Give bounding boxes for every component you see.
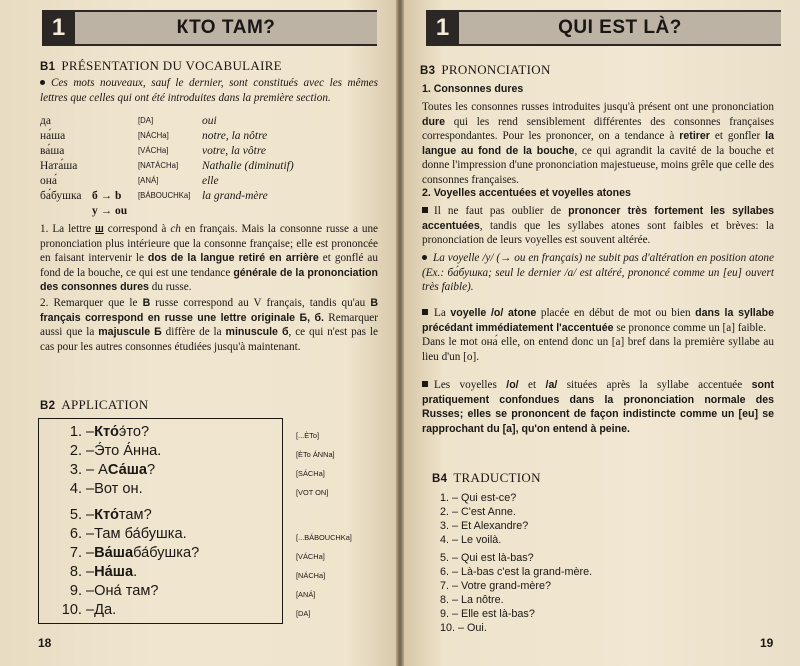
text: et gonfler bbox=[709, 130, 766, 143]
emphasis: B français correspond en russe une lettre originale Б, б. bbox=[40, 297, 378, 324]
text: – bbox=[86, 564, 95, 580]
vocab-french: Nathalie (diminutif) bbox=[202, 159, 294, 172]
text: correspond à bbox=[103, 223, 171, 235]
vocab-russian: она́ bbox=[40, 174, 58, 187]
section-title: PRÉSENTATION DU VOCABULAIRE bbox=[61, 58, 282, 73]
vocab-row bbox=[40, 128, 390, 143]
app-pronunciation: [ANÁ] bbox=[296, 590, 316, 599]
vocab-letter: у → ou bbox=[92, 204, 128, 217]
right-page bbox=[404, 0, 800, 666]
vocab-russian: да bbox=[40, 114, 51, 127]
vocab-letter: б → b bbox=[92, 189, 122, 202]
emphasis: générale de la prononciation des consonnes dures bbox=[40, 266, 378, 294]
text: , ce qui n'est pas le cas pour les autres consonnes étudiées jusqu'à maintenant. bbox=[40, 326, 378, 353]
translation-line: 9. – Elle est là-bas? bbox=[440, 608, 535, 620]
text: qui les rend sensiblement différentes des consonnes françaises correspondantes. Pour les prononcer, on a tendance à bbox=[422, 115, 774, 143]
bullet-icon bbox=[40, 80, 45, 85]
section-label: B3 bbox=[420, 65, 436, 77]
text: Il ne faut pas oublier de bbox=[434, 205, 569, 217]
emphasis: voyelle /о/ atone bbox=[450, 307, 537, 319]
text: , ce qui agrandit la cavité de la bouche et donne l'impression d'une prononciation majestueuse, moins grêle que celle des consonnes françaises. bbox=[422, 144, 774, 186]
emphasis: prononcer très fortement les syllabes accentuées bbox=[422, 205, 774, 232]
page-number: 18 bbox=[38, 636, 52, 650]
vocab-russian: ва́ша bbox=[40, 144, 65, 157]
section-label: B4 bbox=[432, 473, 448, 485]
emphasis: На́ша bbox=[94, 564, 134, 580]
text: La bbox=[434, 307, 451, 319]
vocab-french: notre, la nôtre bbox=[202, 129, 268, 142]
text: Там ба́бушка. bbox=[94, 526, 187, 542]
section-b4-heading bbox=[432, 470, 541, 486]
para-consonnes bbox=[422, 100, 774, 188]
translation-line: 2. – C'est Anne. bbox=[440, 506, 516, 518]
line-number: 3. bbox=[69, 462, 82, 478]
emphasis: /о/ bbox=[506, 379, 519, 391]
app-pronunciation: [ÈTo ÁNNa] bbox=[296, 450, 335, 459]
text: diffère de la bbox=[161, 326, 226, 339]
text: – bbox=[86, 526, 95, 542]
emphasis: /а/ bbox=[545, 379, 558, 391]
translation-line: 7. – Votre grand-mère? bbox=[440, 580, 552, 592]
vocab-row bbox=[40, 158, 390, 173]
square-bullet-icon bbox=[422, 309, 428, 315]
text: , tandis que les syllabes atones sont faibles et brèves: la prononciation de leurs voyelles est souvent altérée. bbox=[422, 219, 774, 247]
app-line bbox=[52, 462, 155, 481]
text: Э́то А́нна. bbox=[94, 443, 162, 459]
text: – А bbox=[86, 462, 108, 478]
vocab-pronunciation: [NATÁCHa] bbox=[138, 161, 179, 170]
section-label: B2 bbox=[40, 400, 56, 412]
emphasis: Кто́ bbox=[94, 507, 119, 523]
text: en français. Mais la consonne russe a une prononciation plus intérieure que la consonne française; elle est prononcée en faisant intervenir le bbox=[40, 223, 379, 265]
text: – bbox=[86, 583, 95, 599]
text: ? bbox=[147, 462, 156, 478]
emphasis: la langue au fond de la bouche bbox=[422, 130, 774, 157]
vocab-row bbox=[40, 203, 390, 218]
app-pronunciation: [DA] bbox=[296, 609, 311, 618]
text: э́то? bbox=[118, 424, 150, 440]
para-accent bbox=[422, 204, 774, 248]
text: 2. Remarquer que le bbox=[40, 297, 143, 309]
para-voyelle-ou bbox=[422, 251, 774, 295]
emphasis: B bbox=[142, 297, 151, 309]
vocab-french: elle bbox=[202, 174, 219, 187]
text: La voyelle /у/ (→ ou en français) ne subit pas d'altération en position atone (Ex.: ба́бушка; seul le dernier /а/ est altéré, prononcé comme un [eu] ouvert très faible). bbox=[422, 252, 774, 294]
line-number: 5. bbox=[69, 507, 82, 523]
text: et gonflé au fond de la bouche, ce qui est une tendance bbox=[40, 252, 378, 279]
text: du russe. bbox=[148, 281, 192, 294]
note-2 bbox=[40, 296, 378, 354]
line-number: 1. bbox=[69, 424, 82, 440]
letter-sha: ш bbox=[95, 223, 104, 235]
line-number: 4. bbox=[69, 481, 82, 497]
app-line bbox=[52, 564, 137, 583]
emphasis: dos de la langue retiré en arrière bbox=[147, 252, 319, 265]
line-number: 6. bbox=[69, 526, 82, 542]
text: Да. bbox=[94, 602, 117, 618]
text: situées après la syllabe accentuée bbox=[557, 379, 752, 391]
text: – bbox=[86, 507, 95, 523]
chapter-title: КТО ТАМ? bbox=[75, 10, 377, 46]
vocab-french: oui bbox=[202, 114, 217, 127]
line-number: 7. bbox=[69, 545, 82, 561]
para-voyelle-o bbox=[422, 306, 774, 364]
subheading: 1. Consonnes dures bbox=[422, 83, 524, 95]
text: Dans le mot она́ elle, on entend donc un [a] bref dans la première syllabe au lieu d'un [o]. bbox=[422, 336, 774, 363]
subheading-voyelles bbox=[422, 186, 774, 201]
text: там? bbox=[118, 507, 152, 523]
emphasis: dans la syllabe précédant immédiatement l'accentuée bbox=[422, 307, 774, 334]
app-line bbox=[52, 526, 187, 545]
text: – bbox=[86, 481, 95, 497]
app-line bbox=[52, 424, 149, 443]
vocab-russian: на́ша bbox=[40, 129, 66, 142]
app-pronunciation: [...BÁBOUCHKa] bbox=[296, 533, 352, 542]
translation-line: 6. – Là-bas c'est la grand-mère. bbox=[440, 566, 593, 578]
app-line bbox=[52, 443, 161, 462]
line-number: 9. bbox=[69, 583, 82, 599]
vocab-row bbox=[40, 188, 390, 203]
vocab-pronunciation: [VÁCHa] bbox=[138, 146, 169, 155]
vocab-row bbox=[40, 173, 390, 188]
section-b3-heading bbox=[420, 62, 551, 78]
line-number: 10. bbox=[61, 602, 82, 618]
app-pronunciation: [SÁCHa] bbox=[296, 469, 325, 478]
chapter-number: 1 bbox=[42, 10, 75, 46]
section-title: APPLICATION bbox=[61, 397, 149, 412]
app-pronunciation: [...ÈTo] bbox=[296, 431, 320, 440]
vocab-table bbox=[40, 113, 390, 218]
text: Она́ там? bbox=[94, 583, 159, 599]
left-header bbox=[42, 10, 377, 46]
square-bullet-icon bbox=[422, 207, 428, 213]
translation-line: 3. – Et Alexandre? bbox=[440, 520, 529, 532]
vocab-pronunciation: [BÁBOUCHKa] bbox=[138, 191, 191, 200]
translation-line: 5. – Qui est là-bas? bbox=[440, 552, 534, 564]
text: Les voyelles bbox=[434, 379, 507, 391]
vocab-pronunciation: [DA] bbox=[138, 116, 154, 125]
text: . bbox=[133, 564, 138, 580]
app-line bbox=[52, 602, 116, 621]
section-label: B1 bbox=[40, 61, 56, 73]
vocab-row bbox=[40, 143, 390, 158]
app-line bbox=[52, 545, 199, 564]
app-pronunciation: [VOT ON] bbox=[296, 488, 329, 497]
subheading-consonnes bbox=[422, 82, 774, 97]
b1-intro-text: Ces mots nouveaux, sauf le dernier, sont constitués avec les mêmes lettres que celles qui ont été introduites dans la première section. bbox=[40, 77, 378, 104]
emphasis: Кто́ bbox=[94, 424, 119, 440]
text: Toutes les consonnes russes introduites jusqu'à présent ont une prononciation bbox=[422, 101, 774, 113]
vocab-pronunciation: [ANÁ] bbox=[138, 176, 159, 185]
line-number: 8. bbox=[69, 564, 82, 580]
translation-line: 4. – Le voilà. bbox=[440, 534, 502, 546]
square-bullet-icon bbox=[422, 381, 428, 387]
left-page bbox=[0, 0, 396, 666]
text: se prononce comme un [a] faible. bbox=[613, 321, 767, 334]
text: Remarquer aussi que la bbox=[40, 311, 378, 339]
text: ch bbox=[170, 223, 181, 235]
app-line bbox=[52, 583, 159, 602]
b1-intro bbox=[40, 76, 378, 105]
emphasis: majuscule Б bbox=[98, 326, 162, 339]
emphasis: sont pratiquement confondues dans la prononciation normale des Russes; elles se prononcent de façon indistincte comme un [eu] se rapprochant du [a], qu'on entend à peine. bbox=[422, 379, 774, 435]
right-header bbox=[426, 10, 781, 46]
emphasis: Ва́ша bbox=[94, 545, 134, 561]
app-line bbox=[52, 507, 152, 526]
text: russe correspond au V français, tandis qu'au bbox=[150, 297, 371, 309]
section-title: PRONONCIATION bbox=[441, 62, 551, 77]
emphasis: retirer bbox=[679, 130, 710, 143]
vocab-russian: ба́бушка bbox=[40, 189, 82, 202]
chapter-number: 1 bbox=[426, 10, 459, 46]
subheading: 2. Voyelles accentuées et voyelles atones bbox=[422, 187, 631, 199]
translation-line: 8. – La nôtre. bbox=[440, 594, 504, 606]
note-1 bbox=[40, 222, 378, 295]
text: 1. La lettre bbox=[40, 223, 95, 235]
chapter-title: QUI EST LÀ? bbox=[459, 10, 781, 46]
text: – bbox=[86, 602, 95, 618]
emphasis: Са́ша bbox=[107, 462, 148, 478]
text: placée en début de mot ou bien bbox=[536, 307, 696, 319]
app-pronunciation: [NÁCHa] bbox=[296, 571, 326, 580]
page-number: 19 bbox=[760, 636, 774, 650]
vocab-row bbox=[40, 113, 390, 128]
app-pronunciation: [VÁCHa] bbox=[296, 552, 325, 561]
section-b1-heading bbox=[40, 58, 282, 74]
text: – bbox=[86, 424, 95, 440]
book-gutter bbox=[396, 0, 404, 666]
text: Вот он. bbox=[94, 481, 143, 497]
text: – bbox=[86, 443, 95, 459]
vocab-french: la grand-mère bbox=[202, 189, 268, 202]
app-line bbox=[52, 481, 143, 500]
text: – bbox=[86, 545, 95, 561]
text: ба́бушка? bbox=[133, 545, 200, 561]
line-number: 2. bbox=[69, 443, 82, 459]
para-voyelles-o-a bbox=[422, 378, 774, 436]
section-b2-heading bbox=[40, 397, 148, 413]
bullet-icon bbox=[422, 255, 427, 260]
text: et bbox=[518, 379, 546, 391]
vocab-russian: Ната́ша bbox=[40, 159, 78, 172]
vocab-french: votre, la vôtre bbox=[202, 144, 266, 157]
section-title: TRADUCTION bbox=[453, 470, 541, 485]
translation-line: 10. – Oui. bbox=[440, 622, 487, 634]
translation-line: 1. – Qui est-ce? bbox=[440, 492, 517, 504]
emphasis: minuscule б bbox=[225, 326, 289, 339]
vocab-pronunciation: [NÁCHa] bbox=[138, 131, 169, 140]
emphasis: dure bbox=[422, 115, 445, 128]
